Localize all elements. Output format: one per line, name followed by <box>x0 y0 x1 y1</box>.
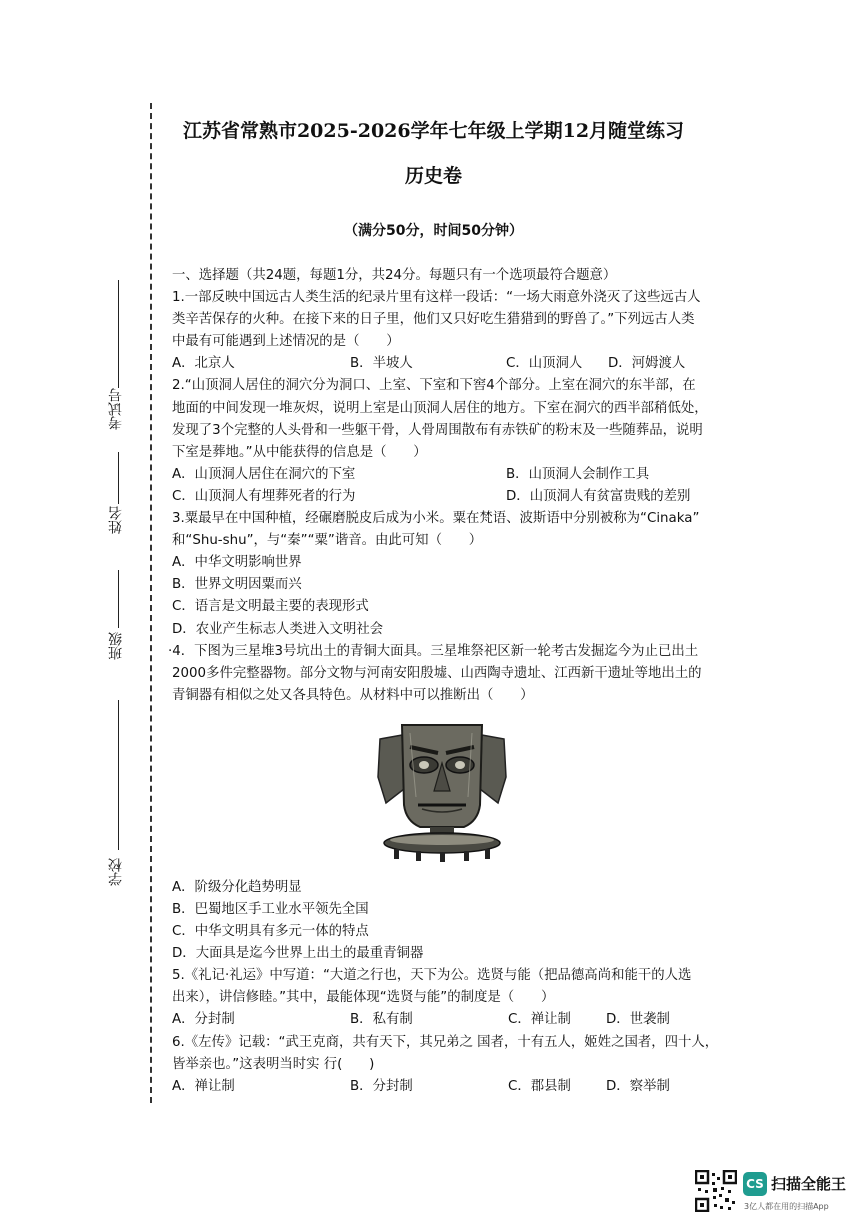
question-text: 5.《礼记·礼运》中写道：“大道之行也，天下为公。选贤与能（把品德高尚和能干的人选 <box>172 968 692 984</box>
option-a: A．分封制 <box>172 1012 235 1028</box>
question-6 <box>172 1032 732 1098</box>
bronze-mask-figure <box>172 707 732 877</box>
option-c: C．山顶洞人有埋葬死者的行为 <box>172 488 356 504</box>
camscanner-brand: 扫描全能王 <box>771 1175 847 1193</box>
camscanner-logo-icon: CS <box>743 1172 767 1196</box>
question-1 <box>172 287 732 375</box>
option-c: C．语言是文明最主要的表现形式 <box>172 599 369 615</box>
question-text: 和“Shu-shu”，与“秦”“粟”谐音。由此可知（ ） <box>172 533 483 549</box>
camscanner-tagline: 3亿人都在用的扫描App <box>744 1202 829 1211</box>
question-text: 2000多件完整器物。部分文物与河南安阳殷墟、山西陶寺遗址、江西新干遗址等地出土的 <box>172 665 702 681</box>
option-c: C．山顶洞人 <box>506 356 583 372</box>
exam-subject: 历史卷 <box>404 165 462 187</box>
binding-dashed-line <box>150 103 152 1103</box>
question-text: 皆举亲也。”这表明当时实 行( ) <box>172 1056 375 1072</box>
question-text: 发现了3个完整的人头骨和一些躯干骨，人骨周围散布有赤铁矿的粉末及一些随葬品，说明 <box>172 422 703 438</box>
school-label: 学校 <box>108 858 124 886</box>
option-d: D．山顶洞人有贫富贵贱的差别 <box>506 488 691 504</box>
option-d: D．大面具是迄今世界上出土的最重青铜器 <box>172 946 424 962</box>
bronze-mask-image <box>372 717 512 867</box>
question-text: 6.《左传》记载：“武王克商，共有天下，其兄弟之 国者，十有五人，姬姓之国者，四十人， <box>172 1034 719 1050</box>
exam-info: （满分50分，时间50分钟） <box>344 223 523 239</box>
option-b: B．巴蜀地区手工业水平领先全国 <box>172 901 369 917</box>
school-underline <box>118 700 119 850</box>
options-row <box>172 353 732 375</box>
question-text: 地面的中间发现一堆灰烬，说明上室是山顶洞人居住的地方。下室在洞穴的西半部稍低处， <box>172 400 708 416</box>
option-d: D．世袭制 <box>606 1012 670 1028</box>
section-heading: 一、选择题（共24题，每题1分，共24分。每题只有一个选项最符合题意） <box>172 268 617 283</box>
option-c: C．禅让制 <box>508 1012 571 1028</box>
question-text: ·4．下图为三星堆3号坑出土的青铜大面具。三星堆祭祀区新一轮考古发掘迄今为止已出土 <box>168 643 699 659</box>
name-underline <box>118 452 119 504</box>
option-d: D．察举制 <box>606 1078 670 1094</box>
option-b: B．世界文明因粟而兴 <box>172 577 302 593</box>
option-a: A．山顶洞人居住在洞穴的下室 <box>172 466 356 482</box>
class-underline <box>118 570 119 628</box>
question-5 <box>172 965 732 1031</box>
options-row <box>172 486 732 508</box>
option-b: B．分封制 <box>350 1078 413 1094</box>
question-text: 下室是葬地。”从中能获得的信息是（ ） <box>172 444 427 460</box>
option-a: A．中华文明影响世界 <box>172 555 302 571</box>
question-text: 类辛苦保存的火种。在接下来的日子里，他们又只好吃生猎猎到的野兽了。”下列远古人类 <box>172 312 695 328</box>
question-text: 1.一部反映中国远古人类生活的纪录片里有这样一段话：“一场大雨意外浇灭了这些远古人 <box>172 290 701 306</box>
option-a: A．阶级分化趋势明显 <box>172 879 302 895</box>
option-b: B．山顶洞人会制作工具 <box>506 466 650 482</box>
options-row <box>172 1076 732 1098</box>
options-row <box>172 464 732 486</box>
exam-no-underline <box>118 280 119 388</box>
class-label: 班级 <box>108 632 124 660</box>
question-text: 2.“山顶洞人居住的洞穴分为洞口、上室、下室和下窖4个部分。上室在洞穴的东半部，在 <box>172 378 696 394</box>
question-3 <box>172 508 732 641</box>
exam-no-label: 考试号 <box>108 388 124 430</box>
name-label: 姓名 <box>108 506 124 534</box>
option-a: A．北京人 <box>172 356 235 372</box>
question-body <box>168 265 732 1098</box>
option-b: B．半坡人 <box>350 356 413 372</box>
exam-title: 江苏省常熟市2025-2026学年七年级上学期12月随堂练习 <box>182 120 685 142</box>
option-a: A．禅让制 <box>172 1078 235 1094</box>
question-text: 3.粟最早在中国种植，经碾磨脱皮后成为小米。粟在梵语、波斯语中分别被称为“Cinaka” <box>172 511 700 527</box>
question-text: 青铜器有相似之处又各具特色。从材料中可以推断出（ ） <box>172 687 534 703</box>
option-d: D．农业产生标志人类进入文明社会 <box>172 621 384 637</box>
qr-code-icon <box>695 1170 737 1212</box>
question-text: 中最有可能遇到上述情况的是（ ） <box>172 334 400 350</box>
question-text: 出来），讲信修睦。”其中，最能体现“选贤与能”的制度是（ ） <box>172 990 555 1006</box>
options-row <box>172 1009 732 1031</box>
option-c: C．中华文明具有多元一体的特点 <box>172 924 369 940</box>
option-c: C．郡县制 <box>508 1078 571 1094</box>
question-2 <box>172 375 732 508</box>
option-b: B．私有制 <box>350 1012 413 1028</box>
option-d: D．河姆渡人 <box>608 356 686 372</box>
question-4 <box>168 641 732 966</box>
